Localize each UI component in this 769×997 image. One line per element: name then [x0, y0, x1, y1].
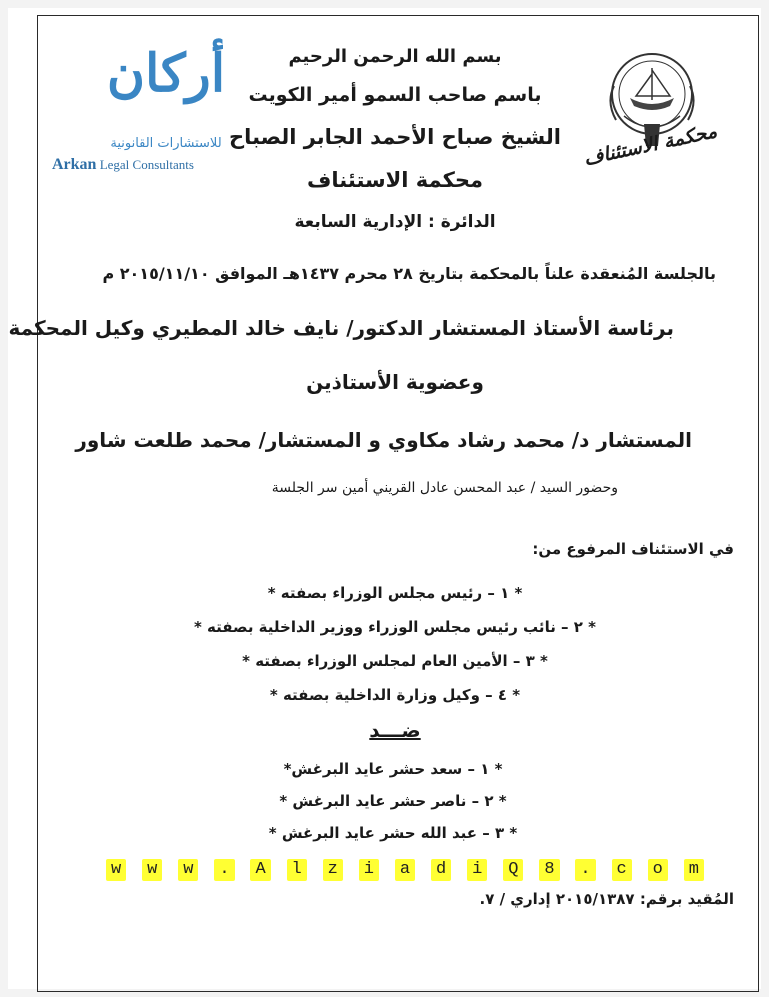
- arkan-arabic-wordmark: أركان: [106, 43, 226, 104]
- against-heading: ضـــد: [369, 718, 421, 742]
- watermark-char: w: [106, 859, 126, 881]
- document-page: [8, 8, 761, 989]
- appellant-item: * ٢ – نائب رئيس مجلس الوزراء ووزير الداخلية بصفته *: [193, 618, 597, 636]
- respondent-item: * ١ – سعد حشر عايد البرغش*: [283, 760, 503, 778]
- watermark-char: 8: [539, 859, 559, 881]
- basmala: بسم الله الرحمن الرحيم: [288, 46, 502, 67]
- watermark-char: w: [142, 859, 162, 881]
- watermark-char: .: [214, 859, 234, 881]
- header-emir: باسم صاحب السمو أمير الكويت: [248, 84, 542, 106]
- watermark-char: z: [323, 859, 343, 881]
- arkan-english-brand: Arkan: [52, 156, 97, 173]
- appellant-item: * ١ – رئيس مجلس الوزراء بصفته *: [267, 584, 523, 602]
- watermark-char: A: [250, 859, 270, 881]
- watermark-char: c: [612, 859, 632, 881]
- watermark-char: d: [431, 859, 451, 881]
- watermark-char: Q: [503, 859, 523, 881]
- emblem-caption: محكمة الاستئناف: [581, 120, 719, 170]
- arkan-english-rest: Legal Consultants: [99, 157, 194, 172]
- court-name: محكمة الاستئناف: [307, 168, 483, 192]
- circuit-name: الدائرة : الإدارية السابعة: [294, 212, 496, 232]
- appellant-item: * ٤ – وكيل وزارة الداخلية بصفته *: [269, 686, 521, 704]
- appellant-item: * ٣ – الأمين العام لمجلس الوزراء بصفته *: [242, 652, 548, 670]
- registration-number: المُقيد برقم: ٢٠١٥/١٣٨٧ إداري / ٧.: [479, 890, 734, 908]
- watermark-char: i: [359, 859, 379, 881]
- watermark-char: o: [648, 859, 668, 881]
- appeal-intro: في الاستئناف المرفوع من:: [532, 540, 734, 558]
- website-watermark: [106, 858, 704, 882]
- membership-line: وعضوية الأستاذين: [306, 370, 484, 394]
- judges-line: المستشار د/ محمد رشاد مكاوي و المستشار/ محمد طلعت شاور: [75, 428, 692, 452]
- watermark-char: a: [395, 859, 415, 881]
- session-date: بالجلسة المُنعقدة علناً بالمحكمة بتاريخ ٢٨ محرم ١٤٣٧هـ الموافق ٢٠١٥/١١/١٠ م: [102, 264, 716, 283]
- presidency-line: برئاسة الأستاذ المستشار الدكتور/ نايف خالد المطيري وكيل المحكمة: [8, 316, 674, 340]
- watermark-char: .: [575, 859, 595, 881]
- attendance-line: وحضور السيد / عبد المحسن عادل القريني أمين سر الجلسة: [271, 480, 618, 496]
- arkan-logo: [46, 38, 226, 178]
- watermark-char: i: [467, 859, 487, 881]
- watermark-char: m: [684, 859, 704, 881]
- arkan-arabic-tagline: للاستشارات القانونية: [110, 136, 222, 151]
- respondent-item: * ٢ – ناصر حشر عايد البرغش *: [279, 792, 507, 810]
- watermark-char: w: [178, 859, 198, 881]
- respondent-item: * ٣ – عبد الله حشر عايد البرغش *: [268, 824, 518, 842]
- header-sheikh: الشيخ صباح الأحمد الجابر الصباح: [229, 125, 561, 149]
- watermark-char: l: [287, 859, 307, 881]
